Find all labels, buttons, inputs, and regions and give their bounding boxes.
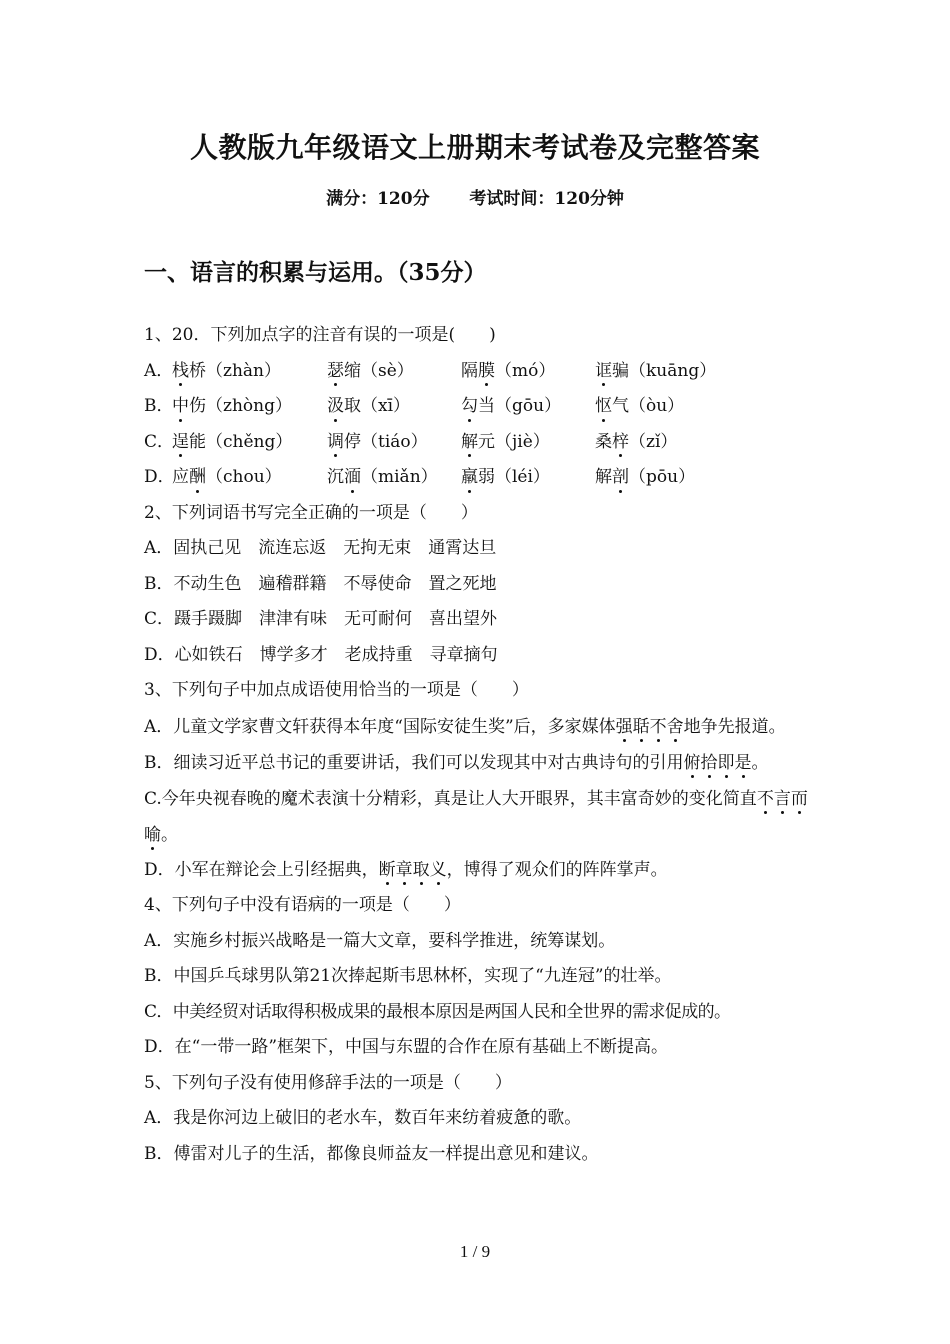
option-label: A． [144, 360, 174, 381]
option-pinyin: （miǎn） [361, 467, 438, 487]
questions [144, 318, 814, 1172]
dotted-char: 逞 [172, 425, 189, 461]
question-2-option-d: D．心如铁石 博学多才 老成持重 寻章摘句 [144, 644, 498, 665]
question-3-option-c [144, 781, 814, 853]
dotted-char: 拾 [701, 745, 718, 781]
option-text: 。 [161, 824, 178, 845]
pinyin-option [461, 354, 595, 390]
option-pinyin: 伤（zhòng） [189, 396, 292, 416]
dotted-char: 不 [650, 709, 667, 745]
dotted-idiom [684, 753, 752, 773]
option-pinyin: 桥（zhàn） [189, 360, 281, 381]
dotted-char: 羸 [461, 460, 478, 496]
option-char: 解 [595, 467, 612, 487]
option-char: 隔 [461, 360, 478, 381]
question-3-option-b [144, 745, 814, 781]
pinyin-option [595, 389, 735, 425]
dotted-char: 栈 [172, 354, 189, 390]
dotted-idiom [616, 717, 684, 737]
exam-info [0, 184, 950, 209]
dotted-char: 湎 [344, 460, 361, 496]
question-4-option-a: A．实施乡村振兴战略是一篇大文章，要科学推进，统筹谋划。 [144, 930, 616, 951]
page-number: 1 / 9 [459, 1242, 491, 1261]
section-heading: 一、语言的积累与运用。（35分） [144, 259, 487, 286]
pinyin-option [461, 460, 595, 496]
option-text: 地争先报道。 [683, 716, 786, 737]
pinyin-option [327, 389, 461, 425]
dotted-char: 怄 [595, 389, 612, 425]
dotted-char: 舍 [667, 709, 684, 745]
option-label: B． [144, 396, 174, 416]
dotted-char: 断 [379, 853, 396, 889]
option-char: 桑 [595, 431, 612, 452]
option-text: B．细读习近平总书记的重要讲话，我们可以发现其中对古典诗句的引用 [144, 752, 684, 773]
question-5-option-b: B．傅雷对儿子的生活，都像良师益友一样提出意见和建议。 [144, 1143, 599, 1164]
question-2-option-c: C．蹑手蹑脚 津津有味 无可耐何 喜出望外 [144, 609, 498, 629]
pinyin-option [172, 354, 327, 390]
pinyin-option [172, 425, 327, 461]
question-2-option-a: A．固执己见 流连忘返 无拘无束 通霄达旦 [144, 538, 497, 558]
option-char: 应 [172, 467, 189, 487]
question-1-options [144, 354, 814, 496]
question-3-option-d [144, 853, 814, 889]
dotted-idiom [379, 860, 447, 880]
pinyin-option [172, 389, 327, 425]
dotted-char: 膜 [478, 354, 495, 390]
option-text: D．小军在辩论会上引经据典， [144, 859, 379, 880]
option-pinyin: 缩（sè） [344, 360, 414, 381]
document-title: 人教版九年级语文上册期末考试卷及完整答案 [189, 131, 760, 164]
exam-time: 考试时间：120分钟 [469, 189, 624, 209]
dotted-char: 梓 [612, 425, 629, 461]
pinyin-option [595, 425, 735, 461]
option-pinyin: 停（tiáo） [344, 431, 428, 452]
option-text: C.今年央视春晚的魔术表演十分精彩，真是让人大开眼界，其丰富奇妙的变化简直 [144, 788, 757, 809]
option-label: D． [144, 467, 175, 487]
pinyin-option [595, 354, 735, 390]
dotted-char: 诓 [595, 354, 612, 390]
option-pinyin: 骗（kuāng） [612, 360, 717, 381]
option-pinyin: 气（òu） [612, 396, 685, 416]
question-1-row [144, 460, 814, 496]
dotted-char: 聒 [633, 709, 650, 745]
question-3-stem: 3、下列句子中加点成语使用恰当的一项是（ ） [144, 680, 529, 700]
dotted-char: 义 [430, 853, 447, 889]
question-1-row [144, 389, 814, 425]
dotted-char: 瑟 [327, 354, 344, 390]
dotted-char: 汲 [327, 389, 344, 425]
pinyin-option [461, 425, 595, 461]
option-pinyin: 元（jiè） [478, 431, 550, 452]
option-pinyin: （zǐ） [629, 431, 678, 452]
dotted-char: 言 [774, 781, 791, 817]
question-1-row [144, 354, 814, 390]
question-4-stem: 4、下列句子中没有语病的一项是（ ） [144, 895, 461, 915]
question-1-row [144, 425, 814, 461]
dotted-char: 取 [413, 853, 430, 889]
question-2-option-b: B．不动生色 遍稽群籍 不辱使命 置之死地 [144, 573, 497, 594]
dotted-char: 剖 [612, 460, 629, 496]
dotted-char: 勾 [461, 389, 478, 425]
pinyin-option [461, 389, 595, 425]
pinyin-option [327, 354, 461, 390]
option-pinyin: 能（chěng） [189, 431, 293, 452]
option-text: A．儿童文学家曹文轩获得本年度“国际安徒生奖”后，多家媒体 [144, 716, 616, 737]
pinyin-option [327, 425, 461, 461]
dotted-char: 不 [757, 781, 774, 817]
option-pinyin: 弱（léi） [478, 467, 550, 487]
dotted-char: 酬 [189, 460, 206, 496]
dotted-char: 中 [172, 389, 189, 425]
pinyin-option [327, 460, 461, 496]
option-pinyin: （mó） [495, 360, 556, 381]
dotted-char: 而 [791, 781, 808, 817]
dotted-char: 是 [735, 745, 752, 781]
option-pinyin: （pōu） [629, 467, 696, 487]
option-pinyin: （chou） [206, 467, 282, 487]
question-5-option-a: A．我是你河边上破旧的老水车，数百年来纺着疲惫的歌。 [144, 1108, 582, 1128]
question-4-option-b: B．中国乒乓球男队第21次捧起斯韦思林杯，实现了“九连冠”的壮举。 [144, 966, 672, 986]
option-text: 。 [751, 752, 769, 773]
option-text: ，博得了观众们的阵阵掌声。 [446, 859, 668, 880]
dotted-char: 喻 [144, 817, 161, 853]
option-pinyin: 取（xī） [344, 396, 411, 416]
dotted-char: 即 [718, 745, 735, 781]
dotted-char: 俯 [684, 745, 701, 781]
question-4-option-c: C．中美经贸对话取得积极成果的最根本原因是两国人民和全世界的需求促成的。 [144, 1001, 731, 1022]
dotted-char: 章 [396, 853, 413, 889]
dotted-char: 强 [616, 709, 633, 745]
question-5-stem: 5、下列句子没有使用修辞手法的一项是（ ） [144, 1072, 512, 1093]
question-4-option-d: D．在“一带一路”框架下，中国与东盟的合作在原有基础上不断提高。 [144, 1037, 669, 1057]
question-1-stem: 1、20．下列加点字的注音有误的一项是( ) [144, 325, 496, 345]
dotted-char: 解 [461, 425, 478, 461]
option-label: C． [144, 431, 175, 452]
dotted-char: 调 [327, 425, 344, 461]
question-2-stem: 2、下列词语书写完全正确的一项是（ ） [144, 502, 478, 523]
full-score: 满分：120分 [326, 189, 430, 209]
pinyin-option [172, 460, 327, 496]
option-char: 沉 [327, 467, 344, 487]
pinyin-option [595, 460, 735, 496]
option-pinyin: 当（gōu） [478, 396, 562, 416]
question-3-option-a [144, 709, 814, 745]
